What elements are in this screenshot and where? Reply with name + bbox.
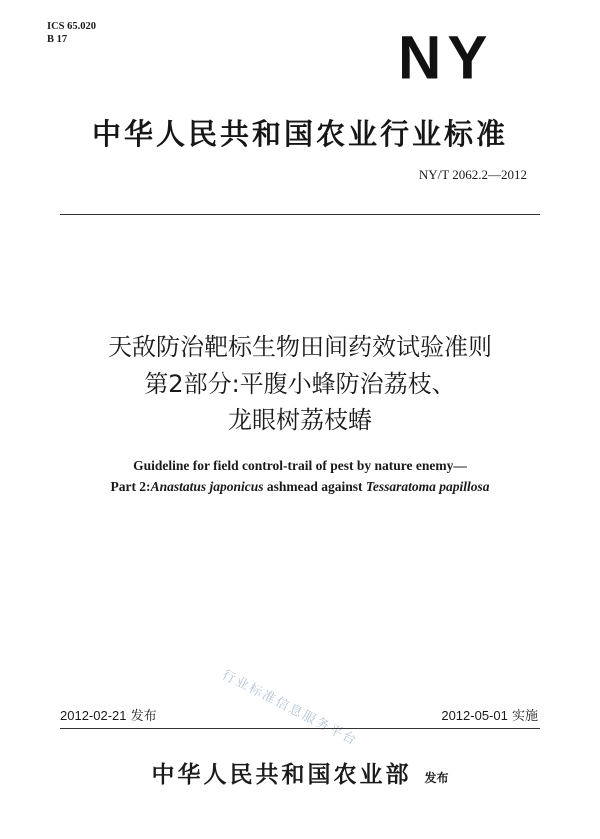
issuer-name: 中华人民共和国农业部 — [151, 762, 412, 788]
effective-date: 2012-05-01 — [441, 708, 508, 723]
watermark: 行业标准信息服务平台 — [219, 667, 360, 750]
issuer-suffix: 发布 — [424, 771, 449, 785]
english-title-part: Part 2: — [110, 479, 151, 494]
top-divider — [60, 214, 540, 215]
english-title-middle: ashmead against — [263, 479, 366, 494]
bottom-divider — [60, 728, 540, 729]
chinese-title-line-2: 第2部分:平腹小蜂防治荔枝、 — [144, 370, 456, 398]
classification-codes — [47, 20, 96, 46]
standard-number: NY/T 2062.2—2012 — [418, 167, 527, 182]
issue-label: 发布 — [130, 709, 157, 724]
effective-label: 实施 — [511, 709, 538, 724]
chinese-title-line-3: 龙眼树荔枝蝽 — [228, 406, 372, 434]
chinese-title-line-1: 天敌防治靶标生物田间药效试验准则 — [108, 333, 492, 361]
ics-code: ICS 65.020 — [47, 21, 97, 32]
english-title-line-1: Guideline for field control-trail of pest by nature enemy— — [133, 458, 467, 473]
issuer-block — [0, 756, 600, 789]
species-name-italic: Anastatus japonicus — [150, 479, 264, 494]
issue-date-block — [60, 708, 157, 725]
pest-name-italic: Tessaratoma papillosa — [365, 479, 490, 494]
issue-date: 2012-02-21 — [60, 708, 127, 723]
english-title-line-2 — [0, 478, 600, 496]
ny-logo: NY — [398, 23, 494, 92]
standard-type-title: 中华人民共和国农业行业标准 — [91, 117, 508, 151]
effective-date-block — [441, 708, 538, 725]
class-code: B 17 — [47, 34, 68, 45]
